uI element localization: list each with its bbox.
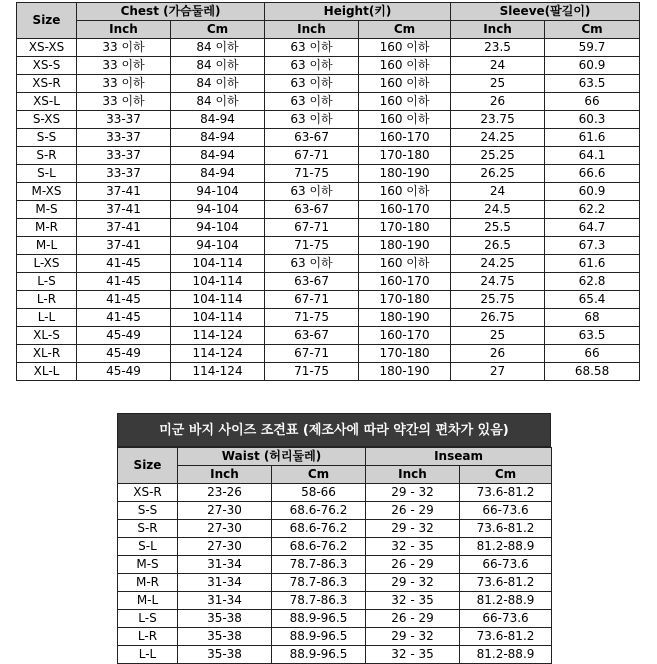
pants-table-body [118,484,552,664]
shirt-value-cell: 67.3 [545,237,640,255]
shirt-value-cell: 59.7 [545,39,640,57]
shirt-value-cell: 160-170 [359,201,451,219]
shirt-value-cell: 94-104 [171,183,265,201]
pants-table-row [118,574,552,592]
pants-value-cell: 35-38 [178,628,272,646]
shirt-value-cell: 114-124 [171,327,265,345]
shirt-value-cell: 170-180 [359,345,451,363]
pants-value-cell: 58-66 [272,484,366,502]
pants-value-cell: 73.6-81.2 [460,574,552,592]
pants-table-row [118,520,552,538]
shirt-value-cell: 65.4 [545,291,640,309]
pants-size-cell: S-S [118,502,178,520]
shirt-value-cell: 41-45 [77,291,171,309]
shirt-value-cell: 160 이하 [359,111,451,129]
shirt-value-cell: 24.75 [451,273,545,291]
pants-size-cell: S-L [118,538,178,556]
pants-subheader: Inch [178,466,272,484]
pants-table-row [118,484,552,502]
shirt-value-cell: 104-114 [171,309,265,327]
pants-value-cell: 29 - 32 [366,628,460,646]
shirt-value-cell: 63 이하 [265,255,359,273]
shirt-value-cell: 170-180 [359,147,451,165]
shirt-value-cell: 61.6 [545,129,640,147]
shirt-size-cell: L-S [17,273,77,291]
pants-value-cell: 78.7-86.3 [272,556,366,574]
shirt-value-cell: 160 이하 [359,39,451,57]
shirt-value-cell: 104-114 [171,291,265,309]
shirt-value-cell: 84-94 [171,111,265,129]
pants-subheader: Cm [460,466,552,484]
shirt-value-cell: 63.5 [545,75,640,93]
shirt-value-cell: 170-180 [359,291,451,309]
shirt-value-cell: 71-75 [265,165,359,183]
shirt-value-cell: 180-190 [359,309,451,327]
shirt-size-cell: XS-S [17,57,77,75]
pants-waist-header: Waist (허리둘레) [178,448,366,466]
shirt-value-cell: 67-71 [265,147,359,165]
shirt-table-row [17,39,640,57]
pants-size-cell: L-L [118,646,178,664]
shirt-table-row [17,93,640,111]
shirt-size-cell: XL-R [17,345,77,363]
shirt-value-cell: 33-37 [77,111,171,129]
shirt-value-cell: 94-104 [171,219,265,237]
pants-table-row [118,592,552,610]
shirt-value-cell: 25 [451,327,545,345]
pants-value-cell: 31-34 [178,556,272,574]
pants-subheader: Inch [366,466,460,484]
shirt-value-cell: 25.5 [451,219,545,237]
shirt-value-cell: 68.58 [545,363,640,381]
shirt-value-cell: 63-67 [265,129,359,147]
shirt-size-cell: L-L [17,309,77,327]
shirt-subheader: Cm [545,21,640,39]
shirt-value-cell: 45-49 [77,345,171,363]
shirt-value-cell: 160-170 [359,273,451,291]
shirt-value-cell: 60.9 [545,183,640,201]
pants-value-cell: 31-34 [178,592,272,610]
pants-size-section [117,413,551,664]
shirt-value-cell: 33-37 [77,129,171,147]
pants-value-cell: 32 - 35 [366,646,460,664]
shirt-value-cell: 63 이하 [265,93,359,111]
pants-value-cell: 27-30 [178,520,272,538]
shirt-table-row [17,183,640,201]
shirt-value-cell: 160 이하 [359,75,451,93]
shirt-value-cell: 160 이하 [359,183,451,201]
shirt-value-cell: 37-41 [77,237,171,255]
pants-table-row [118,556,552,574]
shirt-subheader: Cm [359,21,451,39]
shirt-size-cell: XL-L [17,363,77,381]
shirt-value-cell: 64.7 [545,219,640,237]
shirt-value-cell: 66.6 [545,165,640,183]
shirt-value-cell: 84-94 [171,129,265,147]
pants-size-cell: M-S [118,556,178,574]
pants-value-cell: 66-73.6 [460,502,552,520]
shirt-value-cell: 33-37 [77,147,171,165]
shirt-size-header: Size [17,3,77,39]
shirt-value-cell: 26 [451,93,545,111]
shirt-table-row [17,147,640,165]
shirt-size-cell: XS-XS [17,39,77,57]
pants-table-row [118,538,552,556]
shirt-value-cell: 84 이하 [171,75,265,93]
shirt-value-cell: 33 이하 [77,57,171,75]
pants-value-cell: 73.6-81.2 [460,520,552,538]
shirt-value-cell: 41-45 [77,309,171,327]
shirt-value-cell: 24 [451,57,545,75]
shirt-table-row [17,327,640,345]
shirt-table-row [17,309,640,327]
shirt-value-cell: 114-124 [171,363,265,381]
pants-table-row [118,502,552,520]
shirt-size-cell: M-L [17,237,77,255]
shirt-table-row [17,363,640,381]
shirt-value-cell: 24.25 [451,129,545,147]
shirt-value-cell: 71-75 [265,309,359,327]
pants-value-cell: 29 - 32 [366,484,460,502]
pants-value-cell: 27-30 [178,538,272,556]
shirt-value-cell: 160 이하 [359,57,451,75]
shirt-value-cell: 160 이하 [359,255,451,273]
shirt-value-cell: 24.25 [451,255,545,273]
pants-subheader: Cm [272,466,366,484]
shirt-value-cell: 160-170 [359,327,451,345]
shirt-value-cell: 67-71 [265,219,359,237]
pants-value-cell: 68.6-76.2 [272,502,366,520]
shirt-value-cell: 71-75 [265,363,359,381]
shirt-value-cell: 68 [545,309,640,327]
shirt-table-row [17,75,640,93]
shirt-height-header: Height(키) [265,3,451,21]
shirt-value-cell: 23.75 [451,111,545,129]
shirt-value-cell: 62.2 [545,201,640,219]
shirt-value-cell: 24.5 [451,201,545,219]
pants-value-cell: 27-30 [178,502,272,520]
shirt-value-cell: 67-71 [265,291,359,309]
pants-value-cell: 81.2-88.9 [460,538,552,556]
shirt-value-cell: 26.25 [451,165,545,183]
pants-value-cell: 31-34 [178,574,272,592]
shirt-value-cell: 25.25 [451,147,545,165]
shirt-subheader: Inch [77,21,171,39]
shirt-size-cell: M-R [17,219,77,237]
shirt-value-cell: 23.5 [451,39,545,57]
shirt-chest-header: Chest (가슴둘레) [77,3,265,21]
shirt-size-cell: XL-S [17,327,77,345]
pants-inseam-header: Inseam [366,448,552,466]
shirt-value-cell: 63-67 [265,273,359,291]
shirt-value-cell: 26.75 [451,309,545,327]
pants-size-cell: XS-R [118,484,178,502]
shirt-value-cell: 37-41 [77,183,171,201]
shirt-value-cell: 66 [545,345,640,363]
pants-size-cell: L-S [118,610,178,628]
pants-value-cell: 81.2-88.9 [460,592,552,610]
shirt-value-cell: 160-170 [359,129,451,147]
shirt-value-cell: 63 이하 [265,39,359,57]
shirt-value-cell: 41-45 [77,255,171,273]
shirt-value-cell: 25.75 [451,291,545,309]
pants-value-cell: 26 - 29 [366,610,460,628]
shirt-size-cell: S-L [17,165,77,183]
shirt-value-cell: 33 이하 [77,93,171,111]
shirt-subheader: Inch [265,21,359,39]
shirt-size-cell: XS-L [17,93,77,111]
pants-size-cell: M-R [118,574,178,592]
shirt-size-cell: S-XS [17,111,77,129]
pants-value-cell: 78.7-86.3 [272,592,366,610]
pants-value-cell: 68.6-76.2 [272,538,366,556]
pants-value-cell: 32 - 35 [366,592,460,610]
shirt-size-cell: XS-R [17,75,77,93]
pants-table-title: 미군 바지 사이즈 조견표 (제조사에 따라 약간의 편차가 있음) [117,413,551,447]
shirt-table-row [17,219,640,237]
shirt-value-cell: 84-94 [171,165,265,183]
shirt-size-cell: S-S [17,129,77,147]
shirt-value-cell: 33 이하 [77,39,171,57]
shirt-size-cell: M-XS [17,183,77,201]
shirt-value-cell: 62.8 [545,273,640,291]
pants-value-cell: 23-26 [178,484,272,502]
shirt-value-cell: 71-75 [265,237,359,255]
shirt-value-cell: 180-190 [359,363,451,381]
shirt-value-cell: 26 [451,345,545,363]
shirt-value-cell: 180-190 [359,165,451,183]
shirt-value-cell: 94-104 [171,237,265,255]
pants-value-cell: 32 - 35 [366,538,460,556]
shirt-value-cell: 33-37 [77,165,171,183]
pants-value-cell: 29 - 32 [366,520,460,538]
shirt-size-cell: S-R [17,147,77,165]
shirt-value-cell: 67-71 [265,345,359,363]
pants-value-cell: 78.7-86.3 [272,574,366,592]
shirt-table-row [17,129,640,147]
pants-value-cell: 29 - 32 [366,574,460,592]
shirt-value-cell: 61.6 [545,255,640,273]
shirt-value-cell: 45-49 [77,363,171,381]
pants-size-header: Size [118,448,178,484]
shirt-value-cell: 37-41 [77,201,171,219]
shirt-value-cell: 63-67 [265,201,359,219]
shirt-value-cell: 63 이하 [265,57,359,75]
pants-table-row [118,610,552,628]
pants-value-cell: 35-38 [178,610,272,628]
pants-value-cell: 66-73.6 [460,556,552,574]
shirt-subheader: Cm [171,21,265,39]
pants-value-cell: 26 - 29 [366,556,460,574]
pants-value-cell: 81.2-88.9 [460,646,552,664]
shirt-value-cell: 25 [451,75,545,93]
shirt-value-cell: 180-190 [359,237,451,255]
pants-value-cell: 88.9-96.5 [272,610,366,628]
shirt-table-row [17,111,640,129]
pants-value-cell: 26 - 29 [366,502,460,520]
shirt-table-row [17,201,640,219]
shirt-value-cell: 94-104 [171,201,265,219]
pants-value-cell: 88.9-96.5 [272,628,366,646]
shirt-value-cell: 27 [451,363,545,381]
pants-value-cell: 73.6-81.2 [460,628,552,646]
shirt-value-cell: 63-67 [265,327,359,345]
shirt-value-cell: 45-49 [77,327,171,345]
shirt-table-row [17,345,640,363]
shirt-value-cell: 63 이하 [265,111,359,129]
pants-value-cell: 35-38 [178,646,272,664]
shirt-value-cell: 64.1 [545,147,640,165]
shirt-table-row [17,165,640,183]
shirt-value-cell: 63 이하 [265,75,359,93]
shirt-value-cell: 63.5 [545,327,640,345]
shirt-size-cell: L-XS [17,255,77,273]
pants-table-row [118,628,552,646]
shirt-table-body [17,39,640,381]
pants-value-cell: 66-73.6 [460,610,552,628]
pants-value-cell: 88.9-96.5 [272,646,366,664]
shirt-table-row [17,237,640,255]
shirt-table-row [17,255,640,273]
shirt-subheader: Inch [451,21,545,39]
shirt-value-cell: 63 이하 [265,183,359,201]
shirt-value-cell: 26.5 [451,237,545,255]
shirt-value-cell: 60.9 [545,57,640,75]
shirt-size-cell: L-R [17,291,77,309]
shirt-value-cell: 33 이하 [77,75,171,93]
pants-table-row [118,646,552,664]
pants-size-cell: M-L [118,592,178,610]
shirt-value-cell: 37-41 [77,219,171,237]
shirt-size-cell: M-S [17,201,77,219]
shirt-value-cell: 84 이하 [171,57,265,75]
shirt-table-row [17,273,640,291]
pants-size-table [117,447,552,664]
shirt-value-cell: 104-114 [171,255,265,273]
shirt-value-cell: 84 이하 [171,93,265,111]
shirt-value-cell: 24 [451,183,545,201]
shirt-value-cell: 60.3 [545,111,640,129]
shirt-table-row [17,291,640,309]
shirt-sleeve-header: Sleeve(팔길이) [451,3,640,21]
shirt-value-cell: 170-180 [359,219,451,237]
shirt-value-cell: 114-124 [171,345,265,363]
shirt-value-cell: 84 이하 [171,39,265,57]
shirt-value-cell: 66 [545,93,640,111]
shirt-value-cell: 84-94 [171,147,265,165]
pants-value-cell: 68.6-76.2 [272,520,366,538]
shirt-value-cell: 104-114 [171,273,265,291]
shirt-size-table [16,2,640,381]
shirt-value-cell: 41-45 [77,273,171,291]
shirt-value-cell: 160 이하 [359,93,451,111]
shirt-table-row [17,57,640,75]
pants-size-cell: L-R [118,628,178,646]
pants-size-cell: S-R [118,520,178,538]
pants-value-cell: 73.6-81.2 [460,484,552,502]
